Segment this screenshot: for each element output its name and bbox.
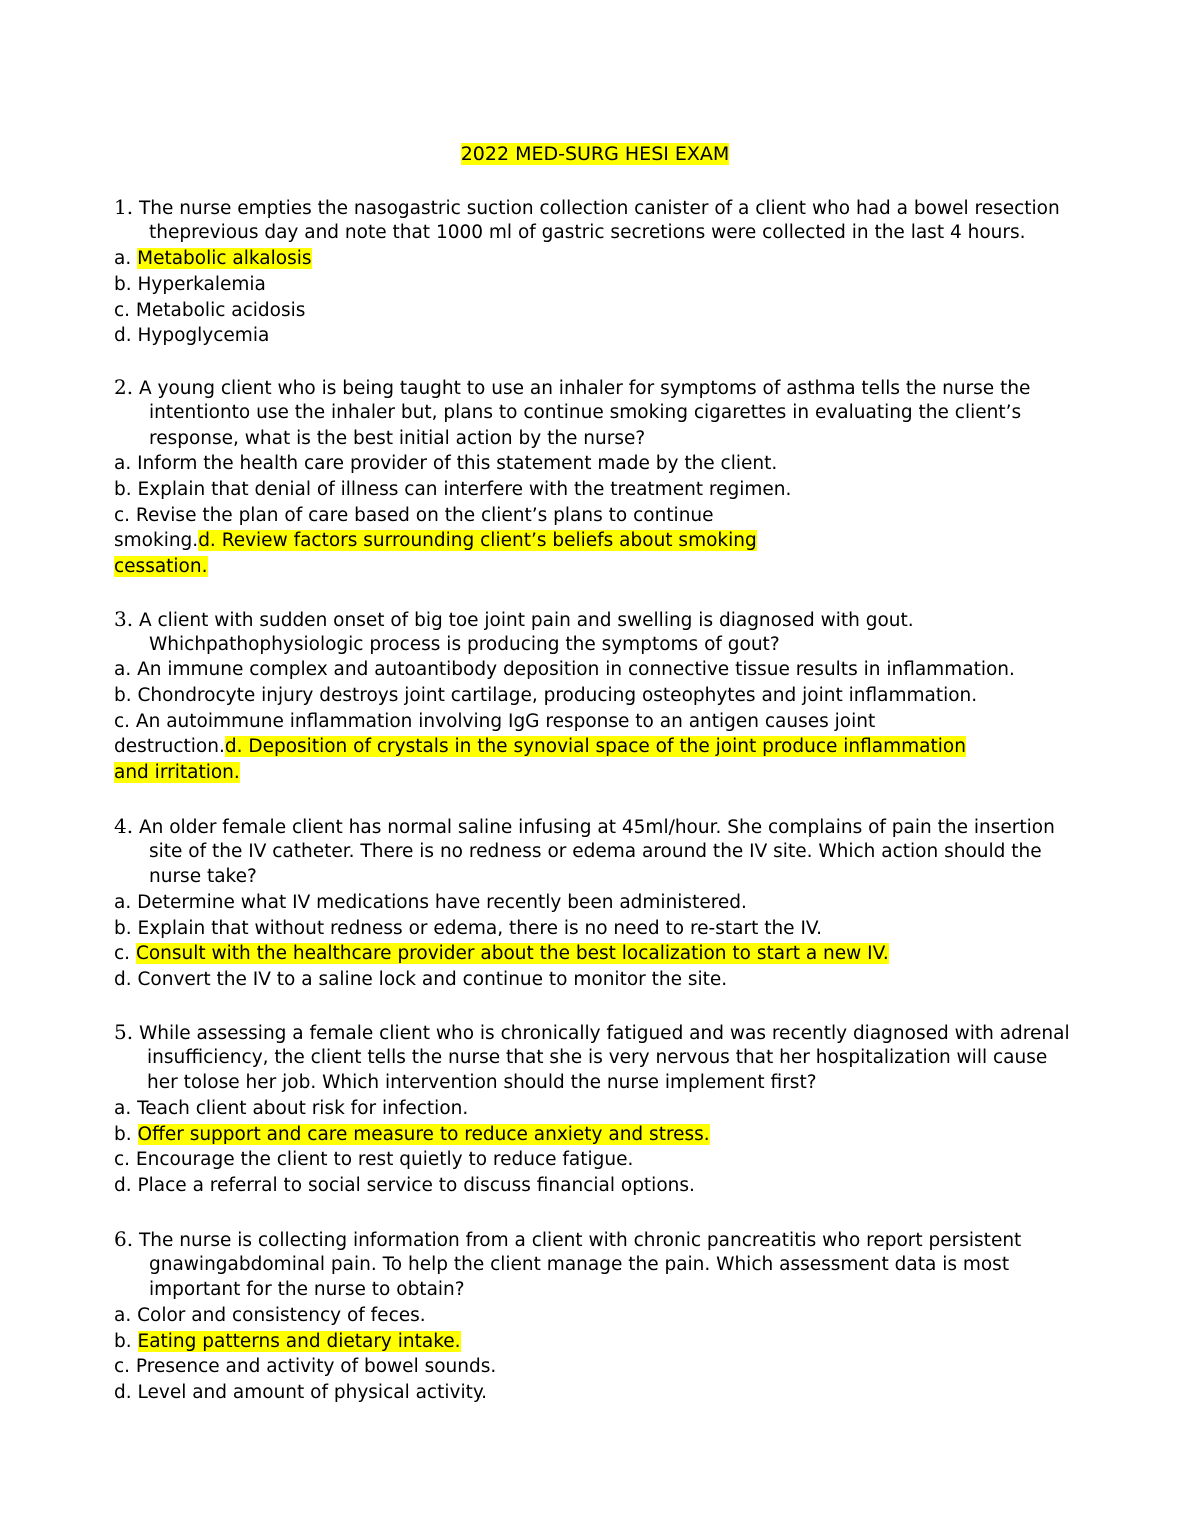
page-title	[0, 141, 1190, 167]
q5-number: 5.	[114, 1020, 134, 1044]
q4-stem-line3: nurse take?	[149, 866, 257, 887]
q6-stem-line3: important for the nurse to obtain?	[149, 1279, 465, 1300]
q2-number: 2.	[114, 375, 134, 399]
q2-answer-highlight-cont: cessation.	[114, 556, 208, 577]
q1-number: 1.	[114, 195, 134, 219]
q4-option-b: b. Explain that without redness or edema, there is no need to re-start the IV.	[114, 918, 823, 939]
q2-option-b: b. Explain that denial of illness can interfere with the treatment regimen.	[114, 479, 792, 500]
q2-stem-line1	[114, 374, 1030, 402]
q2-option-c: c. Revise the plan of care based on the client’s plans to continue	[114, 505, 714, 526]
q5-option-d: d. Place a referral to social service to discuss financial options.	[114, 1175, 695, 1196]
q6-option-c: c. Presence and activity of bowel sounds.	[114, 1356, 497, 1377]
q5-option-c: c. Encourage the client to rest quietly to reduce fatigue.	[114, 1149, 634, 1170]
q5-stem-text: While assessing a female client who is chronically fatigued and was recently diagnosed with adrenal	[133, 1023, 1070, 1044]
q1-answer-highlight: Metabolic alkalosis	[137, 248, 312, 269]
q2-option-d-line2	[114, 554, 208, 580]
q4-option-c	[114, 941, 889, 967]
q1-option-a-label: a.	[114, 248, 138, 269]
q6-option-a: a. Color and consistency of feces.	[114, 1305, 426, 1326]
q3-option-d-line2	[114, 760, 240, 786]
q5-stem-line3: her tolose her job. Which intervention should the nurse implement first?	[147, 1072, 817, 1093]
q2-option-c-end	[114, 528, 757, 554]
q1-option-c: c. Metabolic acidosis	[114, 300, 306, 321]
q1-option-a	[114, 246, 312, 272]
q6-number: 6.	[114, 1227, 134, 1251]
q2-option-c-tail: smoking.	[114, 530, 199, 551]
q5-option-a: a. Teach client about risk for infection.	[114, 1098, 469, 1119]
q4-number: 4.	[114, 814, 134, 838]
q5-option-b	[114, 1122, 710, 1148]
q3-option-a: a. An immune complex and autoantibody deposition in connective tissue results in inflammation.	[114, 659, 1015, 680]
q3-stem-text: A client with sudden onset of big toe joint pain and swelling is diagnosed with gout.	[133, 610, 914, 631]
q3-stem-line1	[114, 606, 914, 634]
q4-stem-text: An older female client has normal saline infusing at 45ml/hour. She complains of pain the insertion	[133, 817, 1055, 838]
q2-stem-line2: intentionto use the inhaler but, plans to continue smoking cigarettes in evaluating the client’s	[149, 402, 1022, 423]
q3-number: 3.	[114, 607, 134, 631]
title-highlight: 2022 MED-SURG HESI EXAM	[460, 143, 730, 165]
q5-option-b-label: b.	[114, 1124, 138, 1145]
q4-option-d: d. Convert the IV to a saline lock and continue to monitor the site.	[114, 969, 728, 990]
q1-stem-text: The nurse empties the nasogastric suction collection canister of a client who had a bowel resection	[133, 198, 1060, 219]
q3-option-b: b. Chondrocyte injury destroys joint cartilage, producing osteophytes and joint inflammation.	[114, 685, 978, 706]
q1-option-d: d. Hypoglycemia	[114, 325, 270, 346]
q3-option-c-tail: destruction.	[114, 736, 225, 757]
q4-stem-line1	[114, 813, 1055, 841]
q3-option-c-end	[114, 734, 966, 760]
q6-option-b-label: b.	[114, 1331, 138, 1352]
q6-stem-text: The nurse is collecting information from a client with chronic pancreatitis who report persistent	[133, 1230, 1022, 1251]
q6-option-b	[114, 1329, 461, 1355]
q6-answer-highlight: Eating patterns and dietary intake.	[137, 1331, 461, 1352]
q4-answer-highlight: Consult with the healthcare provider about the best localization to start a new IV.	[135, 943, 889, 964]
q5-stem-line1	[114, 1019, 1070, 1047]
q2-option-a: a. Inform the health care provider of this statement made by the client.	[114, 453, 778, 474]
q5-answer-highlight: Offer support and care measure to reduce anxiety and stress.	[137, 1124, 710, 1145]
q6-stem-line2: gnawingabdominal pain. To help the client manage the pain. Which assessment data is most	[149, 1254, 1010, 1275]
q4-stem-line2: site of the IV catheter. There is no redness or edema around the IV site. Which action should the	[149, 841, 1042, 862]
q4-option-a: a. Determine what IV medications have recently been administered.	[114, 892, 747, 913]
q6-option-d: d. Level and amount of physical activity.	[114, 1382, 488, 1403]
q1-option-b: b. Hyperkalemia	[114, 274, 266, 295]
q1-stem-line2: theprevious day and note that 1000 ml of gastric secretions were collected in the last 4 hours.	[149, 222, 1026, 243]
q3-option-c: c. An autoimmune inflammation involving IgG response to an antigen causes joint	[114, 711, 876, 732]
q2-stem-line3: response, what is the best initial action by the nurse?	[149, 428, 646, 449]
q1-stem-line1	[114, 194, 1060, 222]
q6-stem-line1	[114, 1226, 1021, 1254]
q3-answer-highlight-cont: and irritation.	[114, 762, 240, 783]
q3-answer-highlight: d. Deposition of crystals in the synovial space of the joint produce inflammation	[224, 736, 966, 757]
q2-answer-highlight: d. Review factors surrounding client’s beliefs about smoking	[198, 530, 757, 551]
q4-option-c-label: c.	[114, 943, 136, 964]
q2-stem-text: A young client who is being taught to use an inhaler for symptoms of asthma tells the nurse the	[133, 378, 1031, 399]
q3-stem-line2: Whichpathophysiologic process is producing the symptoms of gout?	[149, 634, 780, 655]
q5-stem-line2: insufficiency, the client tells the nurse that she is very nervous that her hospitalization will cause	[147, 1047, 1048, 1068]
